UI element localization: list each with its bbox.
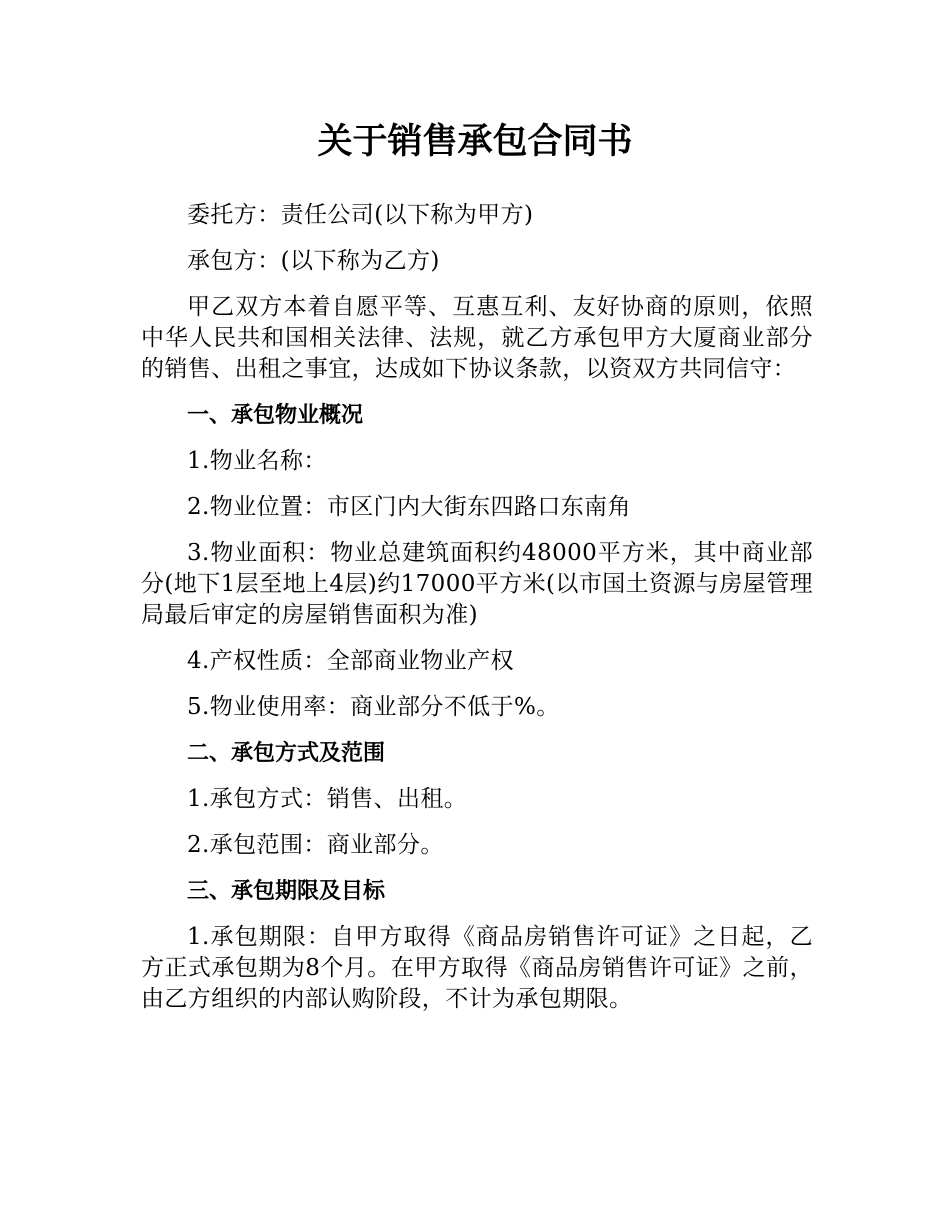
clause-paragraph: 3.物业面积：物业总建筑面积约48000平方米，其中商业部分(地下1层至地上4层)约17000平方米(以市国土资源与房屋管理局最后审定的房屋销售面积为准) <box>141 540 813 628</box>
section-heading-3: 三、承包期限及目标 <box>187 879 386 904</box>
preamble-paragraph: 甲乙双方本着自愿平等、互惠互利、友好协商的原则，依照中华人民共和国相关法律、法规，就乙方承包甲方大厦商业部分的销售、出租之事宜，达成如下协议条款，以资双方共同信守： <box>141 294 813 382</box>
section-heading-1: 一、承包物业概况 <box>187 403 364 428</box>
clause-paragraph: 1.承包方式：销售、出租。 <box>187 786 468 812</box>
clause-paragraph: 1.物业名称： <box>187 448 327 474</box>
party-a-line: 委托方：责任公司(以下称为甲方) <box>187 202 534 228</box>
document-body <box>141 200 813 1030</box>
clause-paragraph: 4.产权性质：全部商业物业产权 <box>187 648 514 674</box>
document-title: 关于销售承包合同书 <box>317 122 633 162</box>
section-heading-2: 二、承包方式及范围 <box>187 741 386 766</box>
clause-paragraph: 2.承包范围：商业部分。 <box>187 832 444 858</box>
clause-paragraph: 2.物业位置：市区门内大街东四路口东南角 <box>187 494 631 520</box>
clause-paragraph: 5.物业使用率：商业部分不低于%。 <box>187 694 560 720</box>
clause-paragraph: 1.承包期限：自甲方取得《商品房销售许可证》之日起，乙方正式承包期为8个月。在甲方取得《商品房销售许可证》之前，由乙方组织的内部认购阶段，不计为承包期限。 <box>141 924 813 1012</box>
party-b-line: 承包方：(以下称为乙方) <box>187 248 440 274</box>
